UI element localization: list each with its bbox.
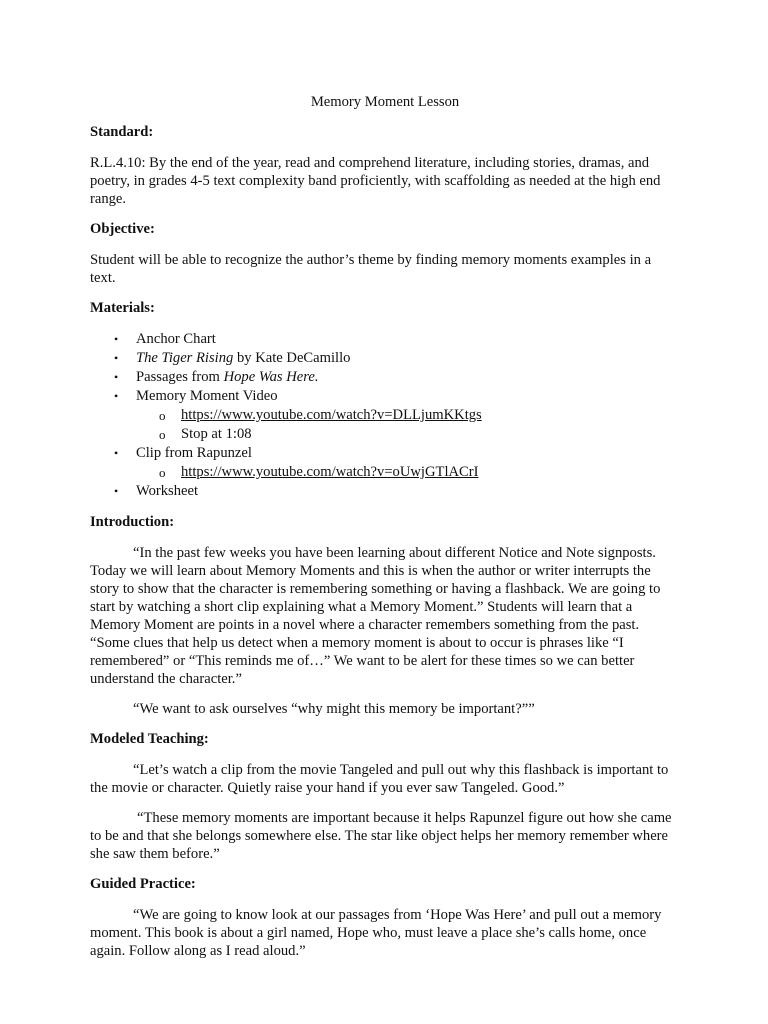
introduction-heading: Introduction: [90,514,175,530]
guided-practice-paragraph-1: “We are going to know look at our passages from ‘Hope Was Here’ and pull out a memory moment. This book is about a girl named, Hope who, must leave a place she’s calls home, once again. Follow along as I read aloud.” [90,907,662,959]
list-item [90,406,680,425]
list-item [90,387,680,444]
introduction-paragraph-1: “In the past few weeks you have been learning about different Notice and Note signposts. Today we will learn about Memory Moments and this is when the author or writer interrupts the story to show that the character is remembering something or having a flashback. We are going to start by watching a short clip explaining what a Memory Moment.” Students will learn that a Memory Moment are points in a novel where a character remembers something from the past. “Some clues that help us detect when a memory moment is about to occur is phrases like “I remembered” or “This reminds me of…” We want to be alert for these times so we can better understand the character.” [90,545,661,687]
guided-practice-heading: Guided Practice: [90,876,196,892]
modeled-teaching-paragraph-2: “These memory moments are important because it helps Rapunzel figure out how she came to be and that she belongs somewhere else. The star like object helps her memory remember where she saw them before.” [90,810,672,862]
video-stop-time: Stop at 1:08 [181,426,252,442]
objective-heading: Objective: [90,221,155,237]
material-passages-title: Hope Was Here. [223,369,319,385]
sub-bullet-icon: o [159,465,166,480]
material-video: Memory Moment Video [136,388,278,404]
material-worksheet: Worksheet [136,483,199,499]
objective-text: Student will be able to recognize the author’s theme by finding memory moments examples in a text. [90,252,652,286]
list-item [90,482,680,501]
document-body [90,93,680,972]
materials-heading: Materials: [90,300,155,316]
standard-text: R.L.4.10: By the end of the year, read and comprehend literature, including stories, dramas, and poetry, in grades 4-5 text complexity band proficiently, with scaffolding as needed at the high end range. [90,155,661,207]
video-link[interactable]: https://www.youtube.com/watch?v=DLLjumKKtgs [181,407,482,423]
list-item [90,368,680,387]
standard-heading: Standard: [90,124,154,140]
material-tiger-rising-author: by Kate DeCamillo [233,350,351,366]
bullet-icon: • [114,332,119,346]
bullet-icon: • [114,484,119,498]
materials-list [90,330,680,501]
clip-sublist [136,463,680,482]
page-title: Memory Moment Lesson [310,94,460,110]
bullet-icon: • [114,389,119,403]
introduction-paragraph-2: “We want to ask ourselves “why might this memory be important?”” [133,701,535,717]
video-sublist [136,406,680,444]
list-item [90,444,680,482]
modeled-teaching-heading: Modeled Teaching: [90,731,209,747]
clip-link[interactable]: https://www.youtube.com/watch?v=oUwjGTlACrI [181,464,479,480]
list-item [90,463,680,482]
bullet-icon: • [114,446,119,460]
material-clip: Clip from Rapunzel [136,445,252,461]
list-item [90,425,680,444]
bullet-icon: • [114,351,119,365]
material-tiger-rising-title: The Tiger Rising [136,350,234,366]
list-item [90,349,680,368]
sub-bullet-icon: o [159,427,166,442]
list-item [90,330,680,349]
modeled-teaching-paragraph-1: “Let’s watch a clip from the movie Tangeled and pull out why this flashback is important to the movie or character. Quietly raise your hand if you ever saw Tangeled. Good.” [90,762,669,796]
material-anchor-chart: Anchor Chart [136,331,216,347]
bullet-icon: • [114,370,119,384]
sub-bullet-icon: o [159,408,166,423]
material-passages-prefix: Passages from [136,369,224,385]
